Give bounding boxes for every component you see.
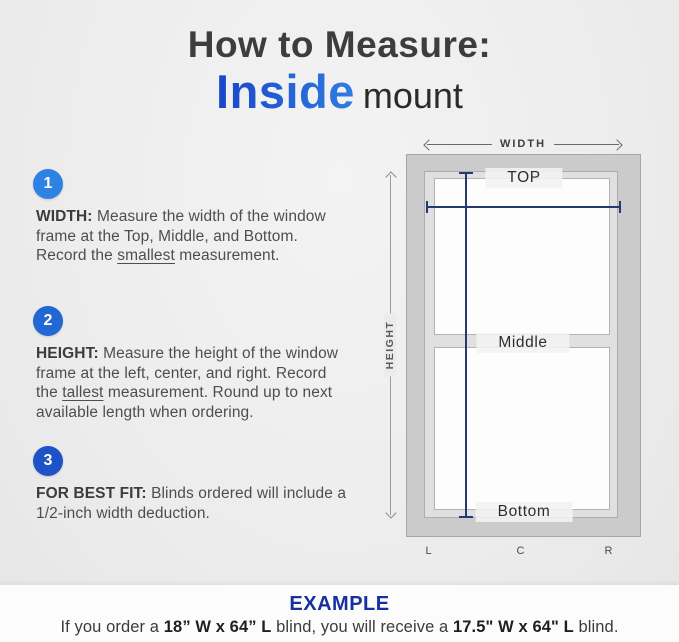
step-2-text — [36, 344, 351, 422]
mark-center: C — [516, 545, 526, 557]
step-1-body-end: measurement. — [174, 247, 280, 264]
window-pane-bottom — [434, 347, 610, 510]
step-2-number-badge: 2 — [33, 306, 63, 336]
measure-tick — [459, 516, 473, 518]
step-3-number-badge: 3 — [33, 446, 63, 476]
width-arrow-label: WIDTH — [492, 137, 554, 151]
example-mid: blind, you will receive a — [271, 618, 453, 636]
step-2-body-end: measurement. Round up to next available length when ordering. — [36, 384, 333, 421]
step-2-underlined-word: tallest — [62, 384, 104, 401]
arrow-down-icon — [385, 507, 396, 518]
step-3 — [33, 446, 351, 523]
title-suffix-mount: mount — [362, 74, 463, 116]
width-dimension-arrow — [424, 137, 622, 151]
measure-tick — [619, 201, 621, 213]
step-1 — [33, 169, 351, 266]
label-middle: Middle — [476, 333, 569, 353]
height-arrow-label: HEIGHT — [384, 314, 396, 377]
example-section — [0, 585, 679, 642]
step-1-underlined-word: smallest — [117, 247, 175, 264]
step-1-body: Measure the width of the window frame at the Top, Middle, and Bottom. Record the — [36, 208, 326, 264]
title-line2 — [0, 64, 679, 118]
example-ordered-size: 18” W x 64” L — [163, 618, 272, 636]
step-1-number-badge: 1 — [33, 169, 63, 199]
window-pane-top — [434, 178, 610, 335]
title-line1: How to Measure: — [187, 24, 492, 65]
example-heading: EXAMPLE — [289, 593, 390, 615]
example-pre: If you order a — [60, 618, 164, 636]
width-measure-line — [426, 206, 621, 208]
step-3-lead: FOR BEST FIT: — [36, 485, 147, 502]
step-2 — [33, 306, 351, 422]
step-1-lead: WIDTH: — [36, 208, 93, 225]
example-received-size: 17.5" W x 64" L — [453, 618, 574, 636]
mark-left: L — [425, 545, 433, 557]
step-3-text — [36, 484, 351, 523]
step-2-body: Measure the height of the window frame at the left, center, and right. Record the — [36, 345, 339, 401]
arrow-left-icon — [423, 139, 434, 150]
label-bottom: Bottom — [476, 502, 573, 522]
arrow-up-icon — [385, 171, 396, 182]
arrow-right-icon — [611, 139, 622, 150]
example-post: blind. — [573, 618, 619, 636]
height-dimension-arrow — [383, 172, 397, 518]
step-1-text — [36, 207, 351, 266]
title-accent-inside: Inside — [216, 64, 355, 118]
mark-right: R — [604, 545, 614, 557]
label-top: TOP — [485, 168, 562, 188]
step-2-lead: HEIGHT: — [36, 345, 99, 362]
measure-tick — [459, 172, 473, 174]
page-title — [0, 26, 679, 116]
example-text — [0, 618, 679, 637]
measure-tick — [426, 201, 428, 213]
height-measure-line — [465, 172, 467, 518]
step-3-body: Blinds ordered will include a 1/2-inch width deduction. — [36, 485, 347, 522]
